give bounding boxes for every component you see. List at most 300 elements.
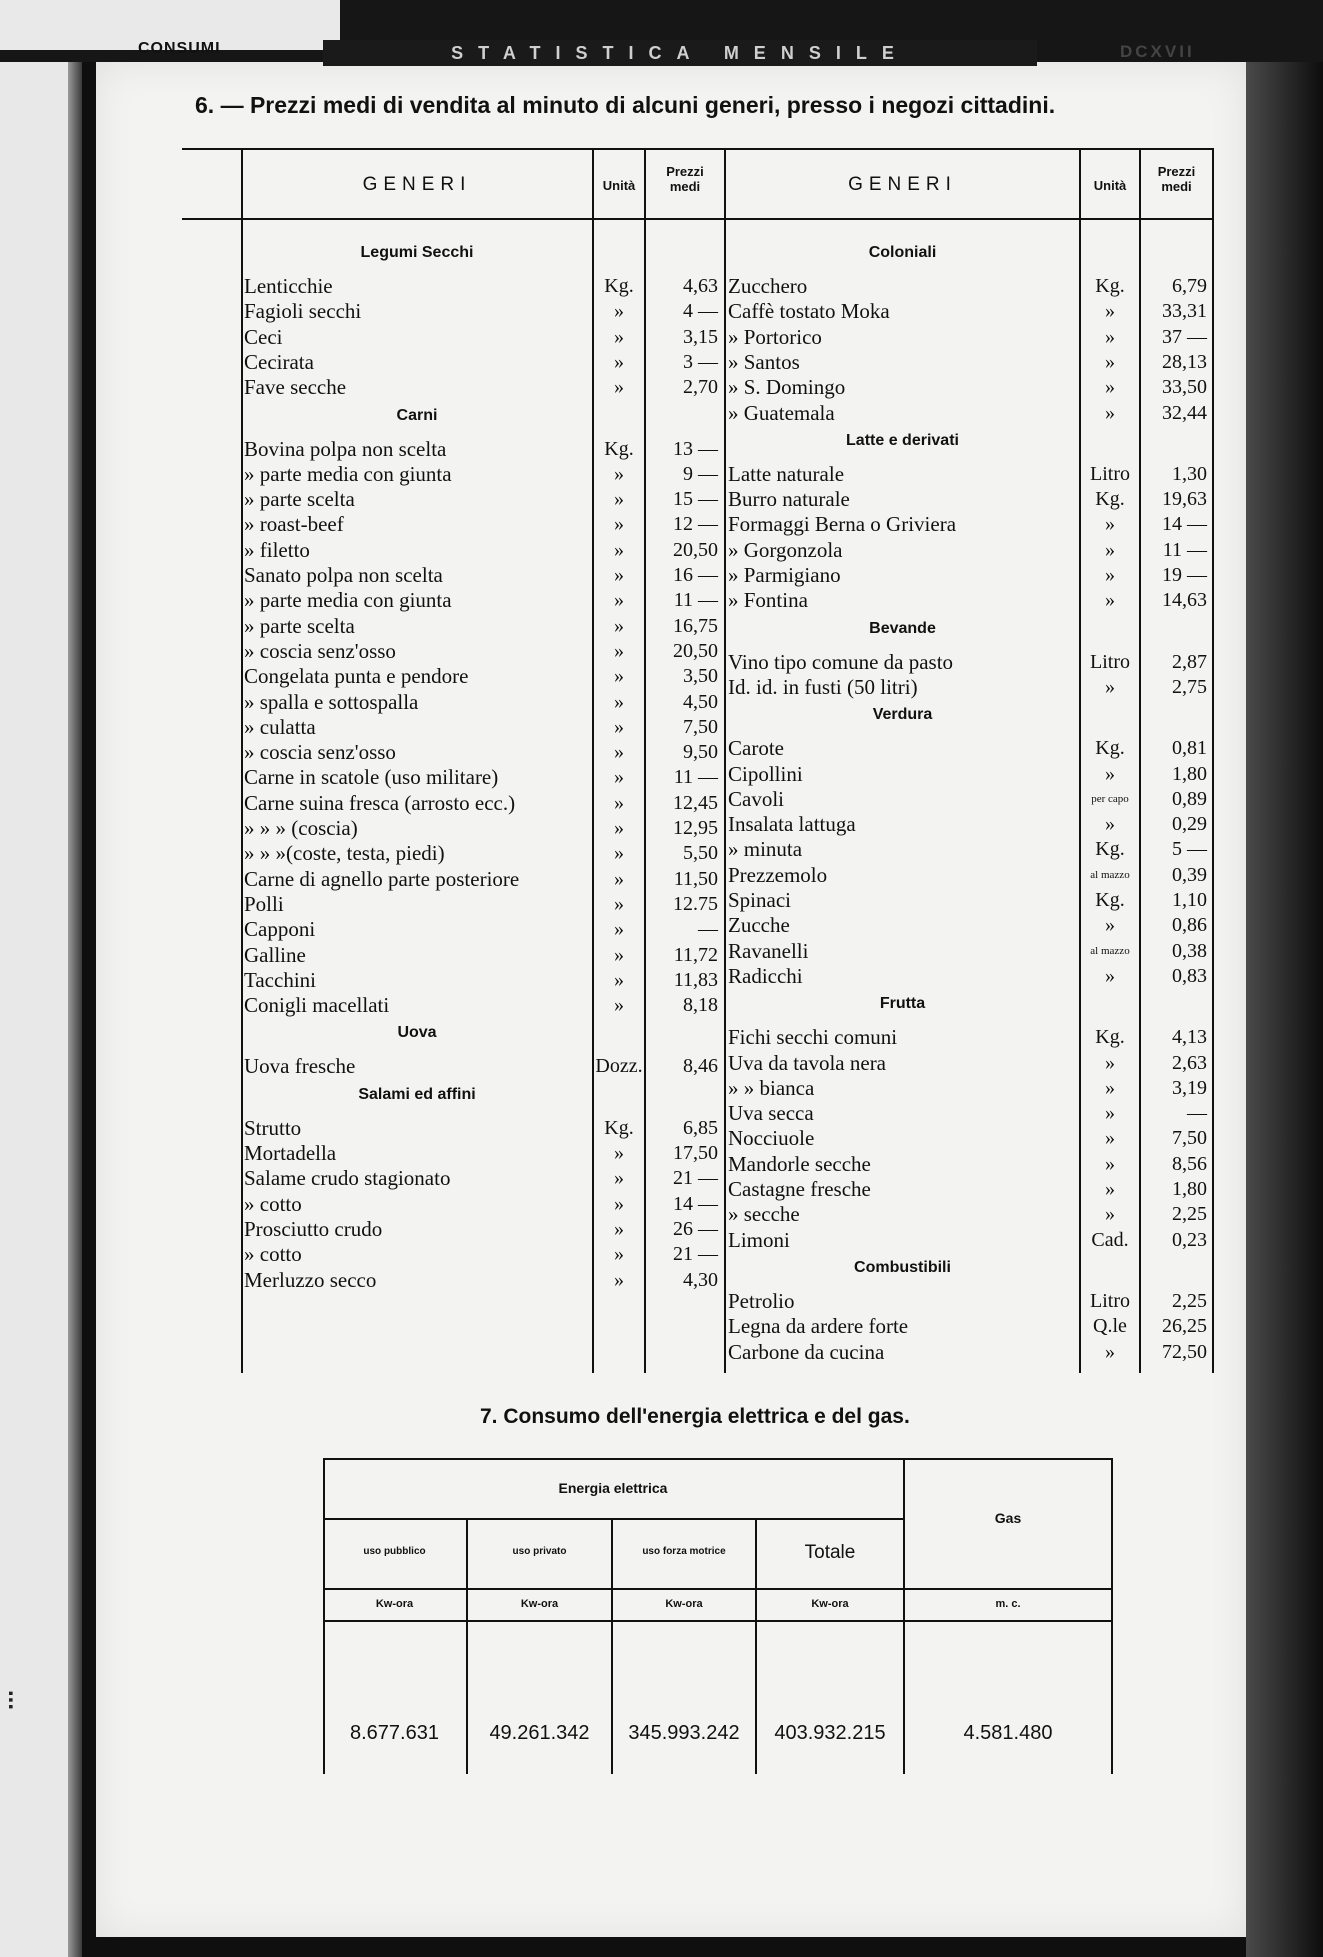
item-price: 21 — <box>673 1167 718 1190</box>
item-label: » secche <box>728 1202 800 1227</box>
item-label: Nocciuole <box>728 1126 815 1151</box>
item-unit: » <box>1105 914 1115 937</box>
item-unit: Kg. <box>1095 275 1125 297</box>
item-unit: » <box>614 665 624 688</box>
item-label: Bovina polpa non scelta <box>244 436 447 461</box>
item-price: 4,13 <box>1172 1026 1207 1049</box>
right-table-row <box>142 762 1212 787</box>
item-price: 9,50 <box>683 741 718 764</box>
item-label: Uva da tavola nera <box>728 1050 887 1075</box>
right-table-row <box>142 588 1212 613</box>
right-table-row <box>142 964 1212 989</box>
energy-gas-table <box>323 1458 1113 1774</box>
item-label: » Fontina <box>728 588 808 613</box>
item-unit: » <box>614 817 624 839</box>
item-label: Carne suina fresca (arrosto ecc.) <box>244 790 516 815</box>
item-label: Spinaci <box>728 888 791 912</box>
item-price: 0,89 <box>1172 787 1207 810</box>
item-label: » spalla e sottospalla <box>244 689 419 714</box>
item-price: 33,50 <box>1162 376 1207 399</box>
right-table-row <box>142 299 1212 324</box>
item-label: » parte scelta <box>244 613 355 638</box>
item-label: » Portorico <box>728 324 822 349</box>
item-unit: » <box>1105 675 1115 698</box>
item-price: 28,13 <box>1162 350 1207 373</box>
item-unit: » <box>614 918 624 941</box>
item-unit: » <box>1105 564 1115 586</box>
item-label: Carne di agnello parte posteriore <box>244 866 520 891</box>
left-section-heading: Uova <box>397 1024 437 1042</box>
item-price: 7,50 <box>1172 1127 1207 1150</box>
item-unit: » <box>1105 589 1115 612</box>
right-table-row <box>142 787 1212 812</box>
right-table-row <box>142 1051 1212 1076</box>
right-table-row <box>142 675 1212 700</box>
right-table-row <box>142 350 1212 375</box>
right-section-heading: Coloniali <box>868 244 937 261</box>
item-label: Tacchini <box>244 967 316 992</box>
col-prezzi-right-line2: medi <box>1161 179 1192 194</box>
item-label: » filetto <box>244 537 310 562</box>
col-prezzi-right <box>1141 164 1212 194</box>
item-price: 0,38 <box>1172 939 1207 962</box>
item-label: » culatta <box>244 714 316 739</box>
item-unit: » <box>614 462 624 485</box>
item-unit: » <box>1105 376 1115 399</box>
table7-title: 7. Consumo dell'energia elettrica e del gas. <box>480 1405 910 1428</box>
item-label: Carote <box>728 736 784 761</box>
item-unit: Kg. <box>1095 889 1125 911</box>
item-label: Formaggi Berna o Griviera <box>728 512 957 537</box>
item-unit: » <box>1105 300 1115 323</box>
right-table-row <box>142 837 1212 862</box>
t7-val-gas: 4.581.480 <box>963 1722 1053 1744</box>
item-unit: Kg. <box>604 437 634 460</box>
item-unit: Kg. <box>1095 737 1125 760</box>
item-price: 2,87 <box>1172 650 1207 673</box>
right-table-row <box>142 1126 1212 1151</box>
item-unit: » <box>1105 1152 1115 1175</box>
item-unit: » <box>614 639 624 662</box>
item-price: 26 — <box>673 1217 718 1240</box>
item-label: Cipollini <box>728 761 803 786</box>
item-price: 14 — <box>673 1192 718 1215</box>
item-unit: Dozz. <box>595 1055 643 1078</box>
page-gutter-shadow <box>68 62 82 1957</box>
item-unit: » <box>614 690 624 713</box>
item-price: 26,25 <box>1162 1315 1207 1338</box>
item-unit: » <box>614 867 624 890</box>
item-unit: » <box>614 300 624 323</box>
item-label: » S. Domingo <box>728 375 846 400</box>
item-unit: » <box>614 1217 624 1240</box>
item-label: Ceci <box>244 324 283 349</box>
item-unit: al mazzo <box>1090 868 1130 881</box>
item-unit: Kg. <box>604 275 634 297</box>
item-label: Carne in scatole (uso militare) <box>244 765 499 790</box>
item-price: 33,31 <box>1162 300 1207 323</box>
t7-group-rule <box>323 1518 903 1520</box>
item-price: 1,30 <box>1172 462 1207 485</box>
scan-right-shadow <box>1246 62 1323 1957</box>
item-label: » minuta <box>728 837 803 862</box>
item-price: 12.75 <box>673 892 718 915</box>
item-unit: » <box>1105 964 1115 987</box>
prices-table <box>142 148 1212 1383</box>
right-table-row <box>142 736 1212 761</box>
item-price: 1,80 <box>1172 1178 1207 1200</box>
col-unita-left: Unità <box>602 178 636 193</box>
item-price: 12,95 <box>673 817 718 839</box>
item-price: 5,50 <box>683 842 718 865</box>
right-section-heading: Bevande <box>869 619 936 637</box>
item-unit: » <box>1105 762 1115 785</box>
item-label: Fave secche <box>244 375 347 400</box>
item-label: » Guatemala <box>728 400 835 425</box>
item-label: Prezzemolo <box>728 862 828 887</box>
col-generi-right: GENERI <box>848 174 957 195</box>
item-unit: » <box>614 842 624 865</box>
right-table-row <box>142 538 1212 563</box>
right-table-row <box>142 650 1212 675</box>
right-table-row <box>142 512 1212 537</box>
item-label: Sanato polpa non scelta <box>244 563 443 587</box>
facing-page-edge <box>0 62 82 1957</box>
item-unit: » <box>1105 350 1115 373</box>
item-unit: » <box>614 1243 624 1266</box>
item-unit: » <box>614 943 624 966</box>
right-border <box>1212 148 1214 1373</box>
item-unit: al mazzo <box>1090 944 1130 957</box>
right-table-row <box>142 1152 1212 1177</box>
item-price: 32,44 <box>1162 401 1207 424</box>
item-price: 14 — <box>1162 513 1207 536</box>
item-unit: Kg. <box>1095 488 1125 511</box>
item-price: 4 — <box>683 300 718 323</box>
item-label: Mandorle secche <box>728 1151 871 1176</box>
right-table-row <box>142 274 1212 299</box>
item-price: 4,63 <box>683 275 718 297</box>
item-price: 11,72 <box>673 943 718 966</box>
item-label: Conigli macellati <box>244 993 390 1018</box>
item-unit: » <box>1105 513 1115 536</box>
item-label: Radicchi <box>728 963 803 988</box>
item-label: Strutto <box>244 1115 302 1140</box>
t7-col-forza-motrice: uso forza motrice <box>642 1546 726 1557</box>
page-number: DCXVII <box>1120 42 1195 61</box>
t7-val-forza-motrice: 345.993.242 <box>628 1722 740 1744</box>
item-label: » Parmigiano <box>728 563 841 587</box>
item-label: Cecirata <box>244 349 314 374</box>
item-unit: Litro <box>1090 462 1130 485</box>
item-price: 11,83 <box>673 968 718 991</box>
item-price: 12 — <box>673 513 718 536</box>
item-price: 4,30 <box>683 1268 718 1291</box>
item-price: 0,86 <box>1172 914 1207 937</box>
right-table-row <box>142 888 1212 913</box>
item-label: Burro naturale <box>728 487 850 512</box>
item-label: » coscia senz'osso <box>244 638 396 663</box>
right-table-row <box>142 1025 1212 1050</box>
item-label: Carbone da cucina <box>728 1339 885 1364</box>
item-label: Capponi <box>244 917 316 942</box>
item-label: » » » (coscia) <box>244 816 358 840</box>
item-unit: Kg. <box>1095 838 1125 861</box>
item-price: 15 — <box>673 488 718 511</box>
item-price: 72,50 <box>1162 1340 1207 1363</box>
item-price: 8,56 <box>1172 1152 1207 1175</box>
t7-col-uso-pubblico: uso pubblico <box>363 1546 426 1557</box>
t7-val-totale: 403.932.215 <box>774 1722 886 1744</box>
t7-unit-4: Kw-ora <box>811 1598 849 1610</box>
item-price: 3 — <box>683 350 718 373</box>
item-unit: Cad. <box>1091 1228 1129 1251</box>
t7-col-uso-privato: uso privato <box>512 1546 567 1557</box>
item-price: 3,15 <box>683 325 718 348</box>
item-label: Latte naturale <box>728 461 845 486</box>
right-table-row <box>142 487 1212 512</box>
right-table-row <box>142 939 1212 964</box>
item-label: Zucchero <box>728 274 808 298</box>
t7-unit-rule <box>323 1620 1113 1622</box>
item-price: 5 — <box>1172 838 1207 861</box>
item-label: » » »(coste, testa, piedi) <box>244 841 445 866</box>
item-unit: Kg. <box>604 1116 634 1139</box>
item-label: Vino tipo comune da pasto <box>728 649 954 674</box>
item-label: Legna da ardere forte <box>728 1314 909 1339</box>
item-price: 17,50 <box>673 1142 718 1164</box>
item-unit: » <box>614 741 624 764</box>
item-unit: » <box>614 791 624 814</box>
item-unit: » <box>1105 1340 1115 1363</box>
item-price: 2,75 <box>1172 675 1207 698</box>
right-table-row <box>142 1177 1212 1202</box>
item-label: » Santos <box>728 349 800 374</box>
item-price: 11 — <box>673 589 718 612</box>
item-unit: » <box>1105 1076 1115 1099</box>
item-label: » cotto <box>244 1191 302 1216</box>
running-head-section: CONSUMI <box>138 40 221 57</box>
item-unit: » <box>614 892 624 915</box>
t7-col-totale: Totale <box>804 1542 856 1563</box>
item-label: Galline <box>244 942 306 967</box>
item-label: Fichi secchi comuni <box>728 1025 898 1050</box>
item-unit: » <box>1105 401 1115 424</box>
item-unit: » <box>614 968 624 991</box>
item-price: 2,25 <box>1172 1289 1207 1312</box>
item-price: 19,63 <box>1162 488 1207 511</box>
item-unit: » <box>1105 1203 1115 1226</box>
item-label: Uova fresche <box>244 1054 356 1079</box>
item-price: 2,63 <box>1172 1051 1207 1074</box>
item-label: Uva secca <box>728 1101 814 1126</box>
item-price: 9 — <box>683 462 718 485</box>
t7-unit-3: Kw-ora <box>665 1598 703 1610</box>
right-table-row <box>142 1340 1212 1365</box>
item-price: 3,19 <box>1172 1076 1207 1099</box>
facing-page-mark: ... <box>3 1690 30 1711</box>
item-label: Petrolio <box>728 1288 795 1313</box>
running-head-title: STATISTICA MENSILE <box>323 40 1037 66</box>
item-unit: Litro <box>1090 1289 1130 1312</box>
item-label: » roast-beef <box>244 512 344 537</box>
t7-gas-header: Gas <box>994 1510 1022 1526</box>
item-unit: » <box>614 1167 624 1190</box>
item-unit: » <box>614 488 624 511</box>
item-price: 11 — <box>673 766 718 789</box>
col-unita-right: Unità <box>1093 178 1127 193</box>
item-price: 0,39 <box>1172 863 1207 886</box>
item-price: 1,80 <box>1172 762 1207 785</box>
col-generi-left: GENERI <box>362 174 472 195</box>
item-price: 0,83 <box>1172 964 1207 987</box>
right-table-row <box>142 1202 1212 1227</box>
item-price: 16 — <box>673 564 718 586</box>
right-table-row <box>142 1076 1212 1101</box>
item-label: Fagioli secchi <box>244 299 362 324</box>
item-price: 20,50 <box>673 639 718 662</box>
right-table-row <box>142 1228 1212 1253</box>
right-table-row <box>142 462 1212 487</box>
item-price: 11,50 <box>673 867 718 890</box>
t7-val-uso-pubblico: 8.677.631 <box>350 1722 439 1744</box>
left-section-heading: Legumi Secchi <box>360 244 474 261</box>
right-table-row <box>142 401 1212 426</box>
item-unit: » <box>614 1192 624 1215</box>
t7-unit-2: Kw-ora <box>520 1598 559 1610</box>
item-label: » coscia senz'osso <box>244 740 396 765</box>
item-unit: » <box>614 994 624 1017</box>
item-label: Merluzzo secco <box>244 1267 377 1292</box>
item-unit: » <box>614 715 624 738</box>
item-price: 8,18 <box>683 994 718 1017</box>
item-price: 20,50 <box>673 538 718 561</box>
item-price: 2,25 <box>1172 1203 1207 1226</box>
item-unit: Q.le <box>1093 1315 1127 1338</box>
item-unit: » <box>1105 1127 1115 1150</box>
col-prezzi-left-line1: Prezzi <box>666 164 704 179</box>
t7-header-rule <box>323 1588 1113 1590</box>
item-unit: » <box>614 1268 624 1291</box>
item-price: 6,79 <box>1172 275 1207 297</box>
item-label: Mortadella <box>244 1141 337 1165</box>
right-section-heading: Combustibili <box>854 1258 951 1276</box>
item-unit: Litro <box>1090 650 1130 673</box>
item-label: » parte media con giunta <box>244 588 452 613</box>
item-label: » parte media con giunta <box>244 461 452 486</box>
table-top-rule <box>182 148 1214 150</box>
item-price: 13 — <box>673 437 718 460</box>
item-unit: » <box>614 1142 624 1164</box>
item-unit: » <box>1105 325 1115 348</box>
item-price: 7,50 <box>683 715 718 738</box>
right-section-heading: Latte e derivati <box>846 431 959 449</box>
item-unit: » <box>1105 1051 1115 1074</box>
item-price: 1,10 <box>1172 889 1207 911</box>
item-price: 2,70 <box>683 376 718 399</box>
t7-unit-gas: m. c. <box>995 1598 1021 1610</box>
item-price: 3,50 <box>683 665 718 688</box>
item-label: » Gorgonzola <box>728 537 843 562</box>
item-unit: » <box>614 350 624 373</box>
item-label: Salame crudo stagionato <box>244 1166 451 1191</box>
item-price: 8,46 <box>683 1055 718 1078</box>
left-section-heading: Carni <box>396 406 438 424</box>
right-table-row <box>142 563 1212 588</box>
col-prezzi-right-line1: Prezzi <box>1157 164 1196 179</box>
item-label: » parte scelta <box>244 487 355 512</box>
item-price: 19 — <box>1162 564 1207 586</box>
item-unit: » <box>614 766 624 789</box>
item-unit: » <box>614 376 624 399</box>
item-label: Prosciutto crudo <box>244 1216 383 1241</box>
item-price: — <box>1187 1102 1207 1125</box>
item-price: 6,85 <box>683 1116 718 1139</box>
item-unit: » <box>1105 1178 1115 1200</box>
item-label: Limoni <box>728 1227 790 1252</box>
item-unit: » <box>614 325 624 348</box>
item-price: 0,29 <box>1172 813 1207 836</box>
item-label: Polli <box>244 891 284 916</box>
item-unit: » <box>614 564 624 586</box>
left-section-heading: Salami ed affini <box>358 1085 476 1103</box>
right-table-row <box>142 913 1212 938</box>
right-section-heading: Verdura <box>872 706 933 724</box>
item-unit: » <box>1105 813 1115 836</box>
item-price: 4,50 <box>683 690 718 713</box>
header-bottom-rule <box>182 218 1214 220</box>
item-label: Castagne fresche <box>728 1177 871 1201</box>
right-table-row <box>142 863 1212 888</box>
item-label: Insalata lattuga <box>728 812 856 837</box>
item-price: 11 — <box>1162 538 1207 561</box>
item-price: 21 — <box>673 1243 718 1266</box>
item-label: » cotto <box>244 1242 302 1267</box>
item-price: 14,63 <box>1162 589 1207 612</box>
t7-unit-1: Kw-ora <box>375 1598 414 1610</box>
table6-title: 6. — Prezzi medi di vendita al minuto di alcuni generi, presso i negozi cittadini. <box>195 92 1056 118</box>
item-label: Zucche <box>728 913 790 938</box>
col-prezzi-left-line2: medi <box>669 179 701 194</box>
item-label: Caffè tostato Moka <box>728 299 890 324</box>
t7-val-uso-privato: 49.261.342 <box>489 1722 590 1744</box>
t7-energy-header: Energia elettrica <box>558 1480 668 1496</box>
right-table-row <box>142 325 1212 350</box>
right-table-row <box>142 375 1212 400</box>
item-label: Cavoli <box>728 786 784 811</box>
right-section-heading: Frutta <box>879 995 926 1013</box>
col-prezzi-left <box>646 164 724 194</box>
item-unit: » <box>614 538 624 561</box>
item-price: 37 — <box>1162 325 1207 348</box>
t7-top-rule <box>323 1458 1113 1460</box>
item-label: » » bianca <box>728 1075 815 1100</box>
item-unit: » <box>614 589 624 612</box>
item-price: 16,75 <box>673 614 718 637</box>
right-table-row <box>142 812 1212 837</box>
right-table-row <box>142 1289 1212 1314</box>
item-price: 12,45 <box>673 791 718 814</box>
t7-right-border <box>1111 1458 1113 1774</box>
item-price: — <box>698 918 718 941</box>
right-table-row <box>142 1101 1212 1126</box>
item-price: 0,23 <box>1172 1228 1207 1251</box>
right-table-row <box>142 1314 1212 1339</box>
item-unit: » <box>1105 1102 1115 1125</box>
item-unit: » <box>1105 538 1115 561</box>
item-unit: Kg. <box>1095 1026 1125 1049</box>
item-label: Lenticchie <box>244 274 333 298</box>
